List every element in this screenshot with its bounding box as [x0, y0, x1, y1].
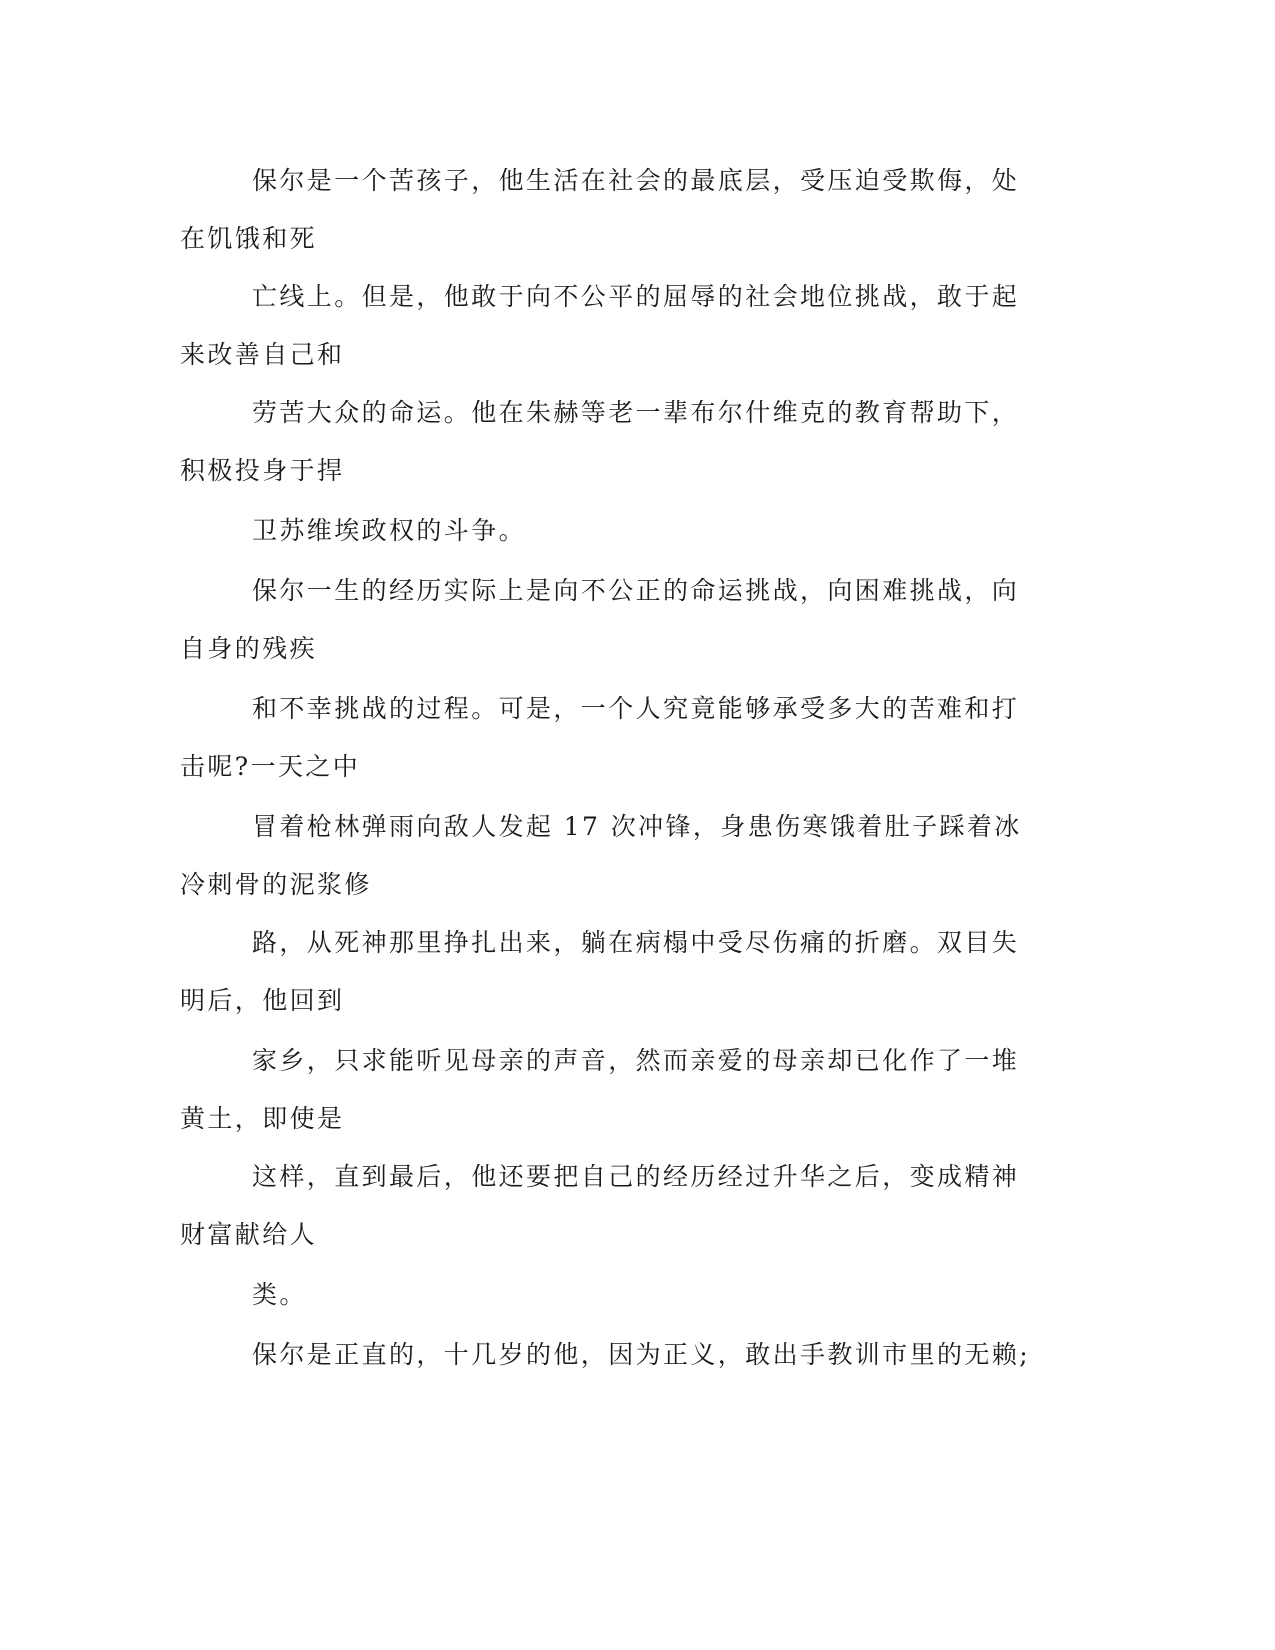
text-line: 卫苏维埃政权的斗争。 — [252, 516, 527, 545]
text-line: 财富献给人 — [180, 1220, 318, 1249]
text-line: 保尔是正直的，十几岁的他，因为正义，敢出手教训市里的无赖; — [252, 1340, 1031, 1369]
text-line: 路，从死神那里挣扎出来，躺在病榻中受尽伤痛的折磨。双目失 — [252, 928, 1020, 957]
text-line: 自身的残疾 — [180, 634, 318, 663]
text-line: 类。 — [252, 1280, 307, 1309]
text-line: 击呢?一天之中 — [180, 752, 361, 781]
text-line: 明后，他回到 — [180, 986, 345, 1015]
text-line: 家乡，只求能听见母亲的声音，然而亲爱的母亲却已化作了一堆 — [252, 1046, 1020, 1075]
text-line: 积极投身于捍 — [180, 456, 345, 485]
text-line: 保尔是一个苦孩子，他生活在社会的最底层，受压迫受欺侮，处 — [252, 166, 1020, 195]
text-line: 劳苦大众的命运。他在朱赫等老一辈布尔什维克的教育帮助下， — [252, 398, 1020, 427]
text-line: 保尔一生的经历实际上是向不公正的命运挑战，向困难挑战，向 — [252, 576, 1020, 605]
text-line: 冒着枪林弹雨向敌人发起 17 次冲锋，身患伤寒饿着肚子踩着冰 — [252, 812, 1022, 841]
text-line: 这样，直到最后，他还要把自己的经历经过升华之后，变成精神 — [252, 1162, 1020, 1191]
text-line: 黄土，即使是 — [180, 1104, 345, 1133]
text-line: 亡线上。但是，他敢于向不公平的屈辱的社会地位挑战，敢于起 — [252, 282, 1020, 311]
text-line: 和不幸挑战的过程。可是，一个人究竟能够承受多大的苦难和打 — [252, 694, 1020, 723]
text-line: 来改善自己和 — [180, 340, 345, 369]
text-line: 在饥饿和死 — [180, 224, 318, 253]
text-line: 冷刺骨的泥浆修 — [180, 870, 372, 899]
